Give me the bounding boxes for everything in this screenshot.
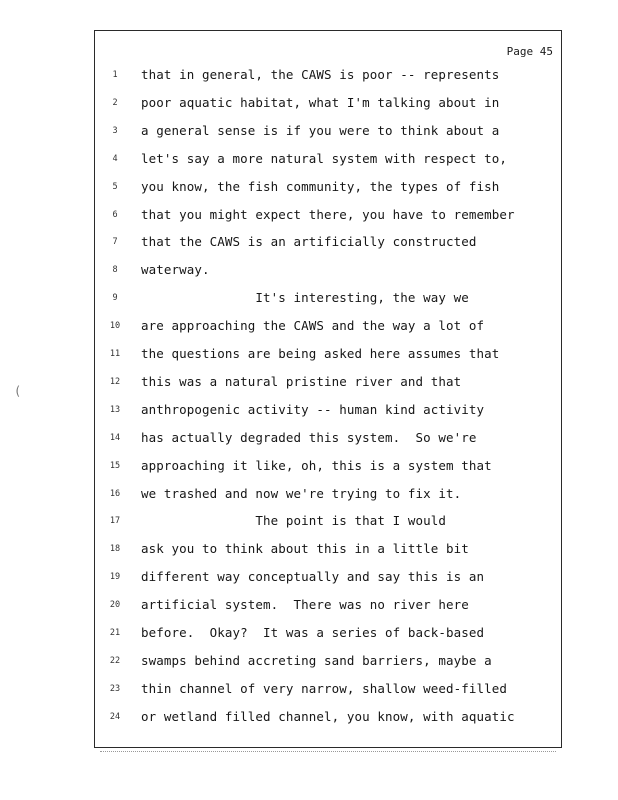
line-number: 10 (109, 321, 121, 332)
line-text: The point is that I would (141, 513, 447, 529)
line-number: 2 (112, 97, 118, 108)
line-text: It's interesting, the way we (141, 290, 469, 306)
transcript-line (95, 486, 563, 506)
page-number: Page 45 (506, 45, 553, 58)
line-number: 11 (109, 349, 121, 359)
margin-mark: ( (14, 384, 22, 398)
line-number: 7 (112, 237, 118, 248)
line-text: that the CAWS is an artificially constructed (141, 234, 477, 250)
transcript-line (95, 430, 563, 450)
line-number: 9 (112, 293, 118, 304)
transcript-line (95, 402, 563, 422)
transcript-line (95, 653, 563, 673)
transcript-line (95, 458, 563, 478)
line-text: poor aquatic habitat, what I'm talking about in (141, 94, 500, 110)
line-number: 12 (109, 376, 121, 387)
line-text: approaching it like, oh, this is a system that (141, 457, 492, 473)
line-text: that you might expect there, you have to remember (141, 206, 515, 222)
transcript-line (95, 179, 563, 199)
transcript-line (95, 151, 563, 171)
line-number: 6 (112, 209, 118, 220)
transcript-line (95, 290, 563, 310)
line-number: 5 (112, 181, 118, 192)
line-number: 16 (109, 488, 121, 499)
transcript-line (95, 597, 563, 617)
line-text: artificial system. There was no river here (141, 597, 469, 613)
line-text: let's say a more natural system with respect to, (141, 150, 508, 166)
transcript-line (95, 207, 563, 227)
line-number: 20 (109, 600, 121, 611)
line-text: are approaching the CAWS and the way a lot of (141, 318, 485, 334)
transcript-line (95, 67, 563, 87)
line-text: this was a natural pristine river and that (141, 373, 462, 389)
line-text: a general sense is if you were to think about a (141, 122, 500, 138)
line-number: 14 (109, 432, 121, 443)
line-text: before. Okay? It was a series of back-based (141, 625, 485, 640)
transcript-line (95, 262, 563, 282)
line-number: 18 (109, 544, 121, 555)
transcript-line (95, 374, 563, 394)
line-text: or wetland filled channel, you know, with aquatic (141, 708, 515, 724)
line-number: 15 (109, 460, 121, 471)
line-number: 1 (112, 70, 118, 80)
line-number: 24 (109, 711, 121, 722)
transcript-line (95, 123, 563, 143)
line-text: waterway. (141, 262, 210, 278)
line-text: thin channel of very narrow, shallow weed-filled (141, 680, 508, 696)
line-number: 13 (109, 404, 121, 415)
transcript-page (94, 30, 562, 748)
line-number: 3 (112, 125, 118, 136)
line-text: swamps behind accreting sand barriers, maybe a (141, 652, 492, 668)
line-number: 8 (112, 265, 118, 276)
line-number: 4 (112, 153, 118, 164)
line-text: anthropogenic activity -- human kind activity (141, 401, 485, 417)
transcript-line (95, 234, 563, 254)
transcript-line (95, 709, 563, 729)
line-text: ask you to think about this in a little bit (141, 541, 469, 557)
line-text: the questions are being asked here assumes that (141, 346, 500, 361)
transcript-line (95, 569, 563, 589)
line-number: 21 (109, 628, 121, 638)
line-text: different way conceptually and say this is an (141, 569, 485, 585)
transcript-line (95, 681, 563, 701)
line-number: 19 (109, 572, 121, 583)
line-number: 22 (109, 655, 121, 666)
line-text: you know, the fish community, the types of fish (141, 178, 500, 194)
transcript-line (95, 95, 563, 115)
transcript-line (95, 541, 563, 561)
line-number: 23 (109, 683, 121, 694)
line-text: that in general, the CAWS is poor -- represents (141, 67, 500, 82)
transcript-line (95, 318, 563, 338)
transcript-line (95, 513, 563, 533)
transcript-line (95, 346, 563, 366)
transcript-line (95, 625, 563, 645)
line-number: 17 (109, 516, 121, 527)
scan-border-dots (100, 751, 556, 754)
line-text: has actually degraded this system. So we're (141, 429, 477, 445)
line-text: we trashed and now we're trying to fix it. (141, 485, 462, 501)
